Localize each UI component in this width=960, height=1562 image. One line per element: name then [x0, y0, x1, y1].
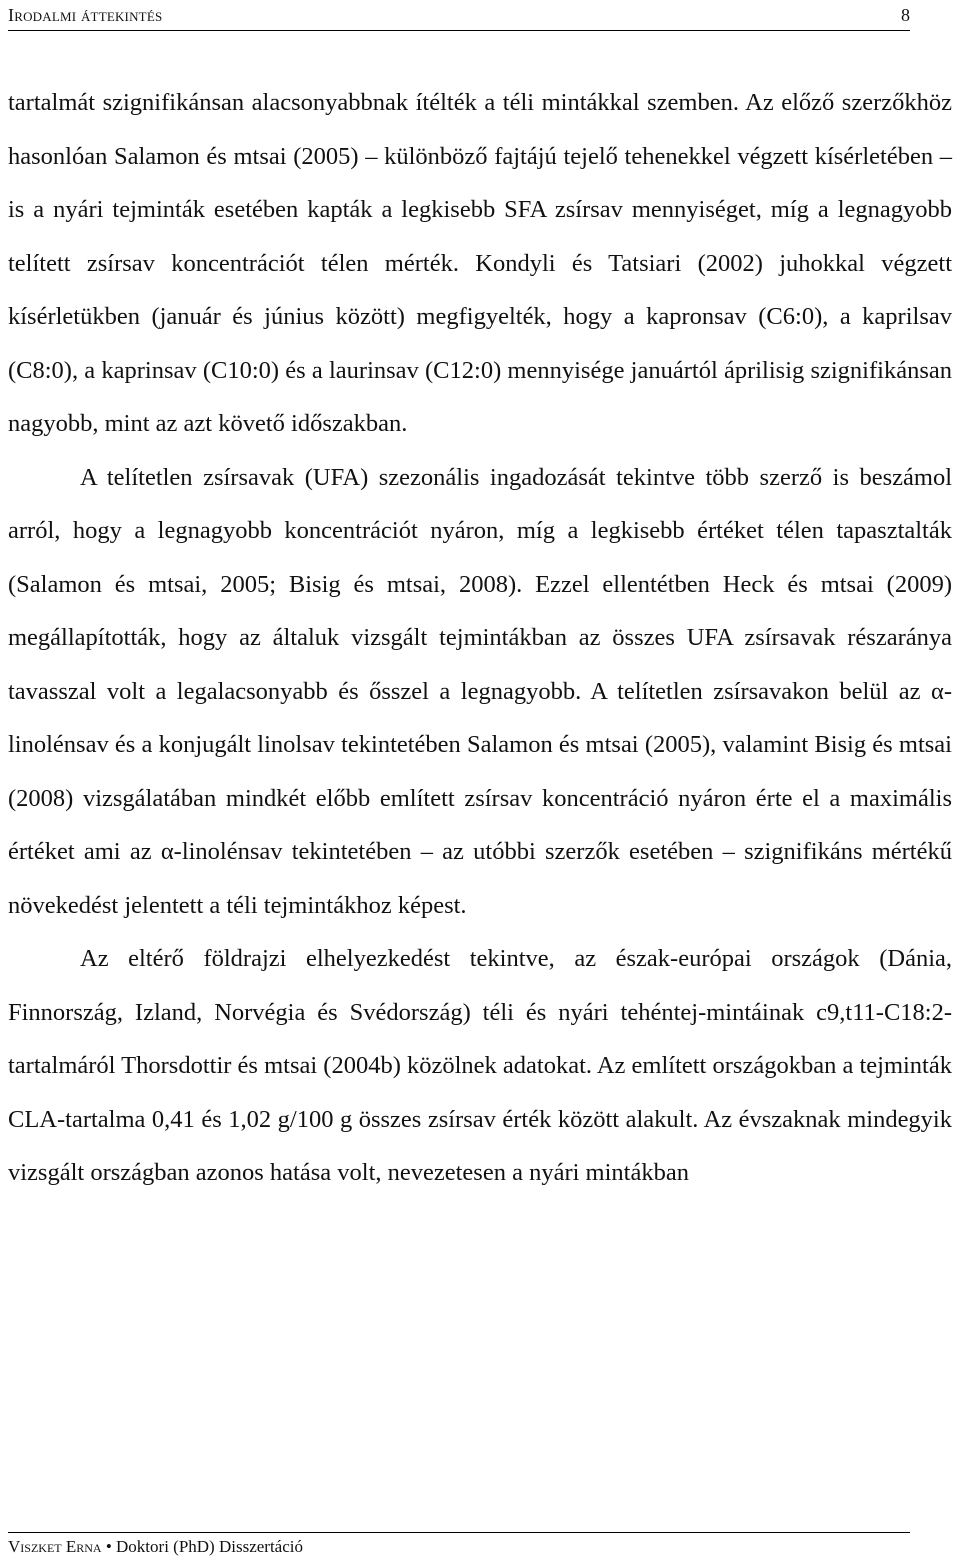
footer-author: Viszket Erna: [8, 1537, 102, 1556]
footer-separator: •: [105, 1537, 112, 1556]
page-footer: [8, 1532, 910, 1562]
paragraph-2: A telítetlen zsírsavak (UFA) szezonális ingadozását tekintve több szerző is beszámol arról, hogy a legnagyobb koncentrációt nyáron, míg a legkisebb értéket télen tapasztalták (Salamon és mtsai, 2005; Bisig és mtsai, 2008). Ezzel ellentétben Heck és mtsai (2009) megállapították, hogy az általuk vizsgált tejmintákban az összes UFA zsírsavak részaránya tavasszal volt a legalacsonyabb és ősszel a legnagyobb. A telítetlen zsírsavakon belül az α-linolénsav és a konjugált linolsav tekintetében Salamon és mtsai (2005), valamint Bisig és mtsai (2008) vizsgálatában mindkét előbb említett zsírsav koncentráció nyáron érte el a maximális értéket ami az α-linolénsav tekintetében – az utóbbi szerzők esetében – szignifikáns mértékű növekedést jelentett a téli tejmintákhoz képest.: [8, 463, 952, 919]
footer-subtitle: Doktori (PhD) Disszertáció: [116, 1537, 303, 1556]
paragraph-1: tartalmát szignifikánsan alacsonyabbnak ítélték a téli mintákkal szemben. Az előző szerzőkhöz hasonlóan Salamon és mtsai (2005) – különböző fajtájú tejelő tehenekkel végzett kísérletében – is a nyári tejminták esetében kapták a legkisebb SFA zsírsav mennyiséget, míg a legnagyobb telített zsírsav koncentrációt télen mérték. Kondyli és Tatsiari (2002) juhokkal végzett kísérletükben (január és június között) megfigyelték, hogy a kapronsav (C6:0), a kaprilsav (C8:0), a kaprinsav (C10:0) és a laurinsav (C12:0) mennyisége januártól áprilisig szignifikánsan nagyobb, mint az azt követő időszakban.: [8, 89, 952, 437]
body-text: [8, 76, 952, 1200]
page-number: 8: [901, 5, 910, 25]
paragraph-3: Az eltérő földrajzi elhelyezkedést tekintve, az észak-európai országok (Dánia, Finnország, Izland, Norvégia és Svédország) téli és nyári tehéntej-mintáinak c9,t11-C18:2-tartalmáról Thorsdottir és mtsai (2004b) közölnek adatokat. Az említett országokban a tejminták CLA-tartalma 0,41 és 1,02 g/100 g összes zsírsav érték között alakult. Az évszaknak mindegyik vizsgált országban azonos hatása volt, nevezetesen a nyári mintákban: [8, 945, 952, 1186]
page-header: [8, 0, 910, 31]
chapter-title: Irodalmi áttekintés: [8, 5, 163, 25]
